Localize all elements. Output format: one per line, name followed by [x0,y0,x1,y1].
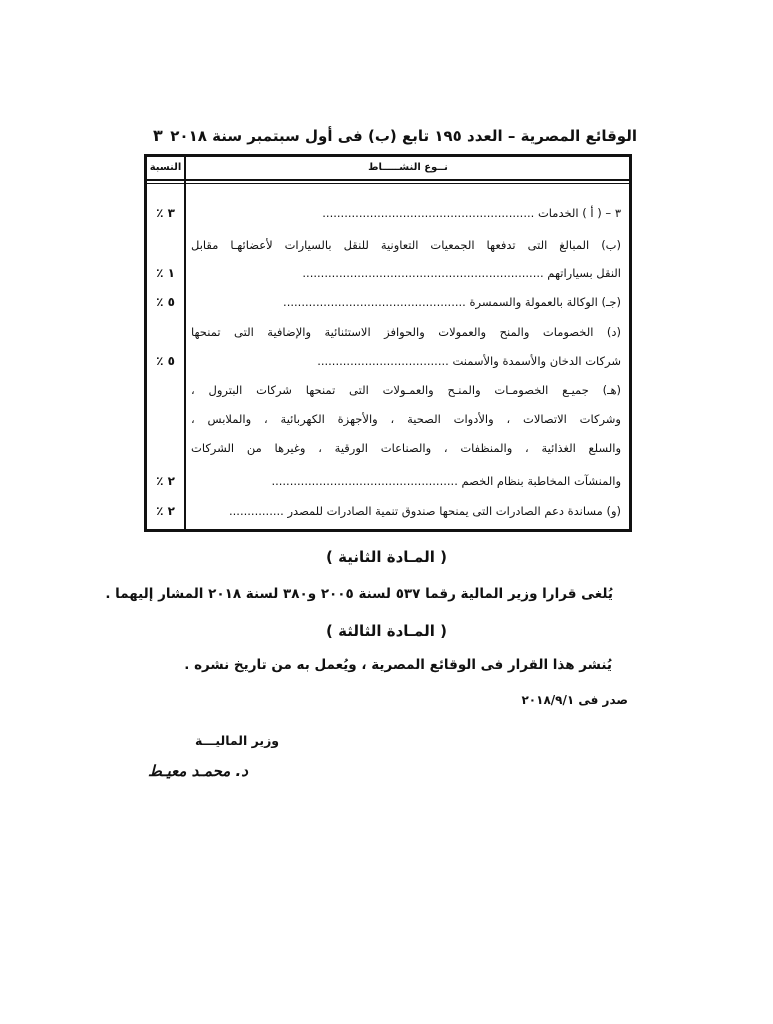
signatory-title: وزير الماليـــة [195,733,280,748]
table-row: شركات الدخان والأسمدة والأسمنت .................................... [317,354,621,368]
article-3-title: ( المـادة الثالثة ) [326,622,447,640]
ratio-cell [147,378,184,402]
table-row: وشركات الاتصالات ، والأدوات الصحية ، والأجهزة الكهربائية ، والملابس ، [191,412,621,426]
column-divider [184,157,186,529]
ratio-cell: ٢ ٪ [156,474,175,488]
signatory-name: د. محمـد معيـط [148,762,248,780]
table-row: (و) مساندة دعم الصادرات التى يمنحها صندوق تنمية الصادرات للمصدر ............... [228,504,621,518]
ratio-cell [147,233,184,257]
ratio-cell: ١ ٪ [156,266,175,280]
ratio-cell [147,436,184,460]
ratio-cell: ٥ ٪ [156,295,175,309]
column-header-activity: نــوع النشـــــاط [368,162,448,173]
table-row: (جـ) الوكالة بالعمولة والسمسرة .................................................. [283,295,621,309]
header-divider-secondary [147,183,629,184]
ratio-cell: ٥ ٪ [156,354,175,368]
article-2-text: يُلغى قرارا وزير المالية رقما ٥٣٧ لسنة ٢٠٠٥ و٣٨٠ لسنة ٢٠١٨ المشار إليهما . [105,586,613,602]
page-number: ٣ [153,126,163,145]
article-3-text: يُنشر هذا القرار فى الوقائع المصرية ، ويُعمل به من تاريخ نشره . [184,657,612,673]
table-row: (د) الخصومات والمنح والعمولات والحوافز الاستثنائية والإضافية التى تمنحها [191,325,621,339]
table-row: والسلع الغذائية ، والمنظفات ، والصناعات الورقية ، وغيرها من الشركات [191,441,621,455]
ratio-cell [147,320,184,344]
header-divider [147,179,629,181]
ratio-cell [147,407,184,431]
article-2-title: ( المـادة الثانية ) [326,548,447,566]
activity-table [144,154,632,532]
ratio-cell: ٣ ٪ [156,206,175,220]
table-row: (هـ) جميـع الخصومـات والمنـح والعمـولات التى تمنحها شركات البترول ، [191,383,621,397]
table-row: (ب) المبالغ التى تدفعها الجمعيات التعاونية للنقل بالسيارات لأعضائهـا مقابل [191,238,621,252]
issue-date: صدر فى ٢٠١٨/٩/١ [521,693,628,707]
column-header-ratio: النسبة [149,162,182,173]
ratio-cell: ٢ ٪ [156,504,175,518]
table-row: النقل بسياراتهم .................................................................. [302,266,621,280]
table-row: ٣ – ( أ ) الخدمات .......................................................... [322,206,621,220]
header-title: الوقائع المصرية – العدد ١٩٥ تابع (ب) فى أول سبتمبر سنة ٢٠١٨ [170,127,637,145]
page-header [145,124,637,148]
table-row: والمنشآت المخاطبة بنظام الخصم ................................................... [271,474,621,488]
